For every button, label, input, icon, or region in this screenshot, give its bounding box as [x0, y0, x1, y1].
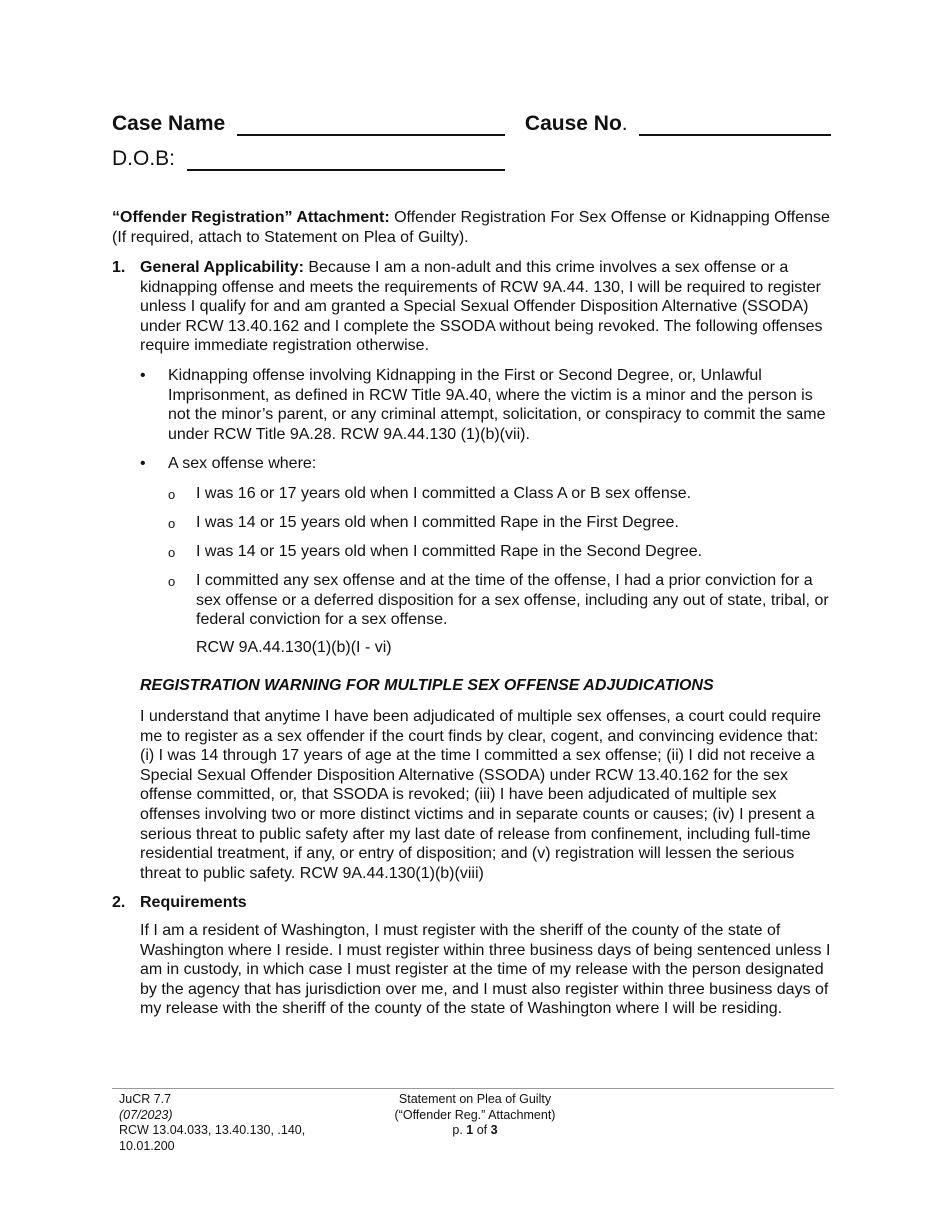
- sub-list-item: o I committed any sex offense and at the time of the offense, I had a prior conviction for a sex offense or a deferred disposition for a sex offense, including any out of state, tribal, or federal conviction for a sex offense.: [168, 572, 829, 629]
- section-heading: Requirements: [140, 894, 247, 911]
- requirements-text: If I am a resident of Washington, I must register with the sheriff of the county of the state of Washington where I reside. I must register within three business days of being sentenced unless I am in custody, in which case I must register at the time of my release with the person designated by the agency that has jurisdiction over me, and I must also register within three business days of my release with the sheriff of the county of the state of Washington where I will be residing.: [140, 922, 831, 1018]
- footer-rule-id: JuCR 7.7: [119, 1092, 172, 1106]
- cause-no-field[interactable]: [639, 114, 831, 136]
- case-name-field[interactable]: [237, 114, 505, 136]
- attachment-title: “Offender Registration” Attachment:: [112, 209, 390, 226]
- sub-list-item: o I was 14 or 15 years old when I committed Rape in the Second Degree.: [168, 542, 834, 562]
- section-general-applicability: [112, 258, 834, 356]
- case-header-row: [112, 112, 831, 136]
- section-text: Because I am a non-adult and this crime involves a sex offense or a kidnapping offense and meets the requirements of RCW 9A.44. 130, I will be required to register unless I qualify for and am granted a Special Sexual Offender Disposition Alternative (SSODA) under RCW 13.40.162 and I complete the SSODA without being revoked. The following offenses require immediate registration otherwise.: [140, 259, 823, 355]
- section-number: 1.: [112, 259, 126, 276]
- offense-list: [140, 366, 834, 657]
- footer-divider: [112, 1088, 834, 1089]
- cause-no-label: Cause No.: [524, 112, 628, 135]
- case-name-label: Case Name: [112, 112, 226, 135]
- rcw-reference: RCW 9A.44.130(1)(b)(I - vi): [196, 638, 392, 656]
- footer-rcw-cont: 10.01.200: [119, 1138, 175, 1153]
- section-number: 2.: [112, 894, 126, 911]
- footer-title: Statement on Plea of Guilty (“Offender Reg.” Attachment) p. 1 of 3: [350, 1092, 600, 1139]
- footer-date: (07/2023): [119, 1107, 173, 1122]
- sub-list-item: o I was 16 or 17 years old when I committed a Class A or B sex offense.: [168, 484, 834, 504]
- attachment-intro: [112, 208, 834, 247]
- footer-citation: [119, 1092, 305, 1154]
- bullet-icon: •: [140, 455, 146, 473]
- list-item: • Kidnapping offense involving Kidnapping in the First or Second Degree, or, Unlawful Imprisonment, as defined in RCW Title 9A.40, where the victim is a minor and the person is not the minor’s parent, or any criminal attempt, solicitation, or conspiracy to commit the same under RCW Title 9A.28. RCW 9A.44.130 (1)(b)(vii).: [140, 367, 826, 443]
- circle-bullet-icon: o: [168, 516, 176, 532]
- dob-field[interactable]: [187, 149, 505, 171]
- warning-text: I understand that anytime I have been adjudicated of multiple sex offenses, a court could require me to register as a sex offender if the court finds by clear, cogent, and convincing evidence that: (i) I was 14 through 17 years of age at the time I committed a sex offense; (ii) I did not receive a Special Sexual Offender Disposition Alternative (SSODA) under RCW 13.40.162 for the sex offense committed, or, that SSODA is revoked; (iii) I have been adjudicated of multiple sex offenses involving two or more distinct victims and in separate counts or causes; (iv) I present a serious threat to public safety after my last date of release from confinement, including full-time residential treatment, if any, or entry of disposition; and (v) registration will lessen the serious threat to public safety. RCW 9A.44.130(1)(b)(viii): [140, 708, 822, 882]
- footer-rcw: RCW 13.04.033, 13.40.130, .140,: [119, 1123, 306, 1137]
- dob-label: D.O.B:: [112, 147, 176, 170]
- attachment-description: Offender Registration For Sex Offense or Kidnapping Offense (If required, attach to Statement on Plea of Guilty).: [112, 209, 830, 246]
- dob-row: [112, 147, 505, 171]
- circle-bullet-icon: o: [168, 574, 176, 590]
- section-heading: General Applicability:: [140, 259, 304, 276]
- circle-bullet-icon: o: [168, 486, 176, 502]
- list-item: • A sex offense where:: [140, 455, 317, 473]
- warning-title: REGISTRATION WARNING FOR MULTIPLE SEX OFFENSE ADJUDICATIONS: [140, 677, 714, 694]
- page-number: p. 1 of 3: [452, 1123, 498, 1137]
- circle-bullet-icon: o: [168, 545, 176, 561]
- bullet-icon: •: [140, 367, 146, 384]
- section-requirements: [112, 893, 834, 913]
- sub-list-item: o I was 14 or 15 years old when I committed Rape in the First Degree.: [168, 513, 834, 533]
